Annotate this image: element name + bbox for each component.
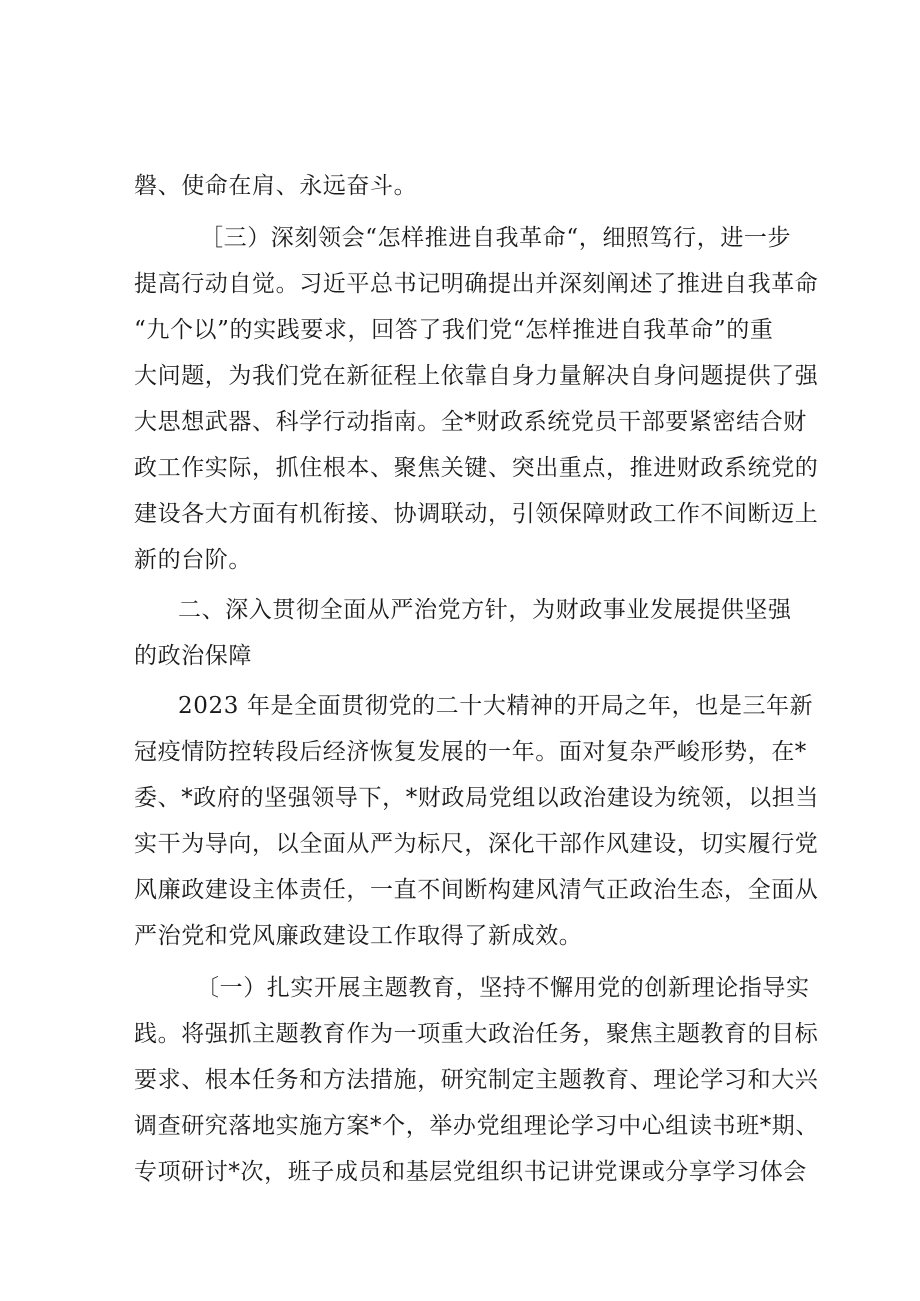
text-line-21: 调查研究落地实施方案*个，举办党组理论学习中心组读书班*期、	[134, 1113, 819, 1139]
text-line-4: “九个以”的实践要求，回答了我们党“怎样推进自我革命”的重	[134, 317, 774, 343]
text-line-20: 要求、根本任务和方法措施，研究制定主题教育、理论学习和大兴	[134, 1067, 819, 1093]
text-line-1: 磐、使命在肩、永远奋斗。	[134, 173, 418, 199]
text-line-9: 新的台阶。	[134, 547, 252, 573]
section-heading-1: 〔一）扎实开展主题教育，坚持不懈用党的创新理论指导实	[196, 975, 810, 1001]
text-line-6: 大思想武器、科学行动指南。全*财政系统党员干部要紧密结合财	[134, 409, 807, 435]
text-line-15: 实干为导向，以全面从严为标尺，深化干部作风建设，切实履行党	[134, 831, 819, 857]
text-line-17: 严治党和党风廉政建设工作取得了新成效。	[134, 923, 583, 949]
text-line-7: 政工作实际，抓住根本、聚焦关键、突出重点，推进财政系统党的	[134, 455, 819, 481]
section-heading-3: ［三）深刻领会“怎样推进自我革命“，细照笃行，进一步	[200, 225, 792, 251]
text-line-19: 践。将强抓主题教育作为一项重大政治任务，聚焦主题教育的目标	[134, 1021, 819, 1047]
text-line-16: 风廉政建设主体责任，一直不间断构建风清气正政治生态，全面从	[134, 877, 819, 903]
text-line-11: 的政治保障	[134, 643, 252, 669]
text-line-8: 建设各大方面有机衔接、协调联动，引领保障财政工作不间断迈上	[134, 501, 819, 527]
text-line-3: 提高行动自觉。习近平总书记明确提出并深刻阐述了推进自我革命	[134, 271, 819, 297]
text-line-5: 大问题，为我们党在新征程上依靠自身力量解决自身问题提供了强	[134, 363, 819, 389]
chapter-heading-2: 二、深入贯彻全面从严治党方针，为财政事业发展提供坚强	[178, 597, 792, 623]
text-line-22: 专项研讨*次，班子成员和基层党组织书记讲党课或分享学习体会	[134, 1159, 807, 1185]
text-line-13: 冠疫情防控转段后经济恢复发展的一年。面对复杂严峻形势，在*	[134, 739, 807, 765]
text-line-14: 委、*政府的坚强领导下，*财政局党组以政治建设为统领，以担当	[134, 785, 819, 811]
text-line-12: 2023 年是全面贯彻党的二十大精神的开局之年，也是三年新	[178, 693, 814, 719]
